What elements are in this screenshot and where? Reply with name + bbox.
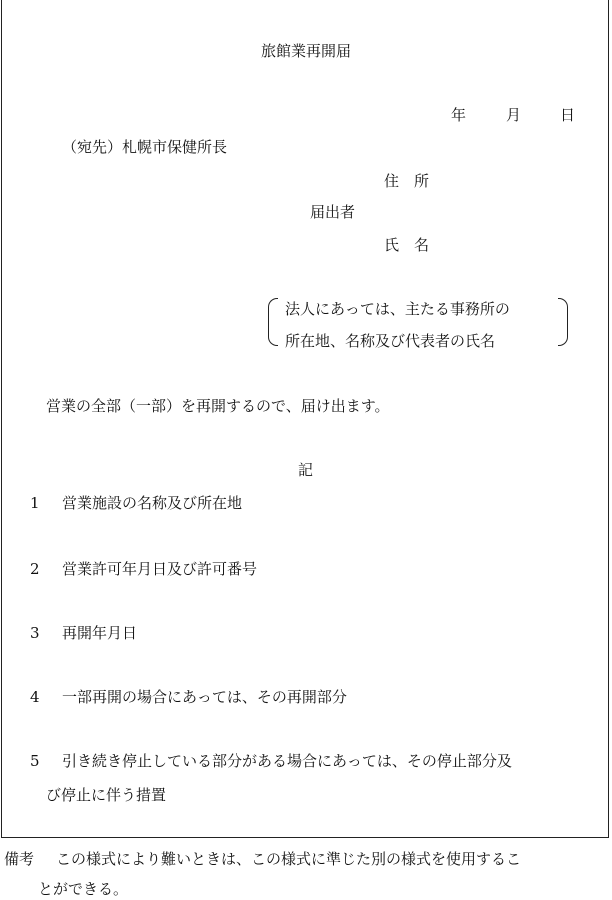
remarks-text-line2: とができる。: [38, 880, 129, 898]
bracket-right: [558, 298, 568, 346]
item-facility-name-location: 営業施設の名称及び所在地: [62, 494, 243, 512]
item-permit-date-number: 営業許可年月日及び許可番号: [62, 560, 258, 578]
ki-heading: 記: [298, 461, 314, 479]
address-label: 住 所: [384, 172, 430, 190]
form-title: 旅館業再開届: [260, 42, 351, 60]
date-year-label: 年: [451, 106, 467, 124]
item-number: 2: [30, 560, 40, 578]
item-partial-reopen: 一部再開の場合にあっては、その再開部分: [62, 688, 347, 706]
item-suspended-part: 引き続き停止している部分がある場合にあっては、その停止部分及: [62, 752, 512, 770]
remarks-text-line1: この様式により難いときは、この様式に準じた別の様式を使用するこ: [56, 850, 522, 868]
remarks-label: 備考: [4, 850, 35, 868]
recipient: （宛先）札幌市保健所長: [62, 138, 228, 156]
item-number: 1: [30, 494, 40, 512]
item-number: 5: [30, 752, 40, 770]
item-number: 3: [30, 624, 40, 642]
date-day-label: 日: [560, 106, 576, 124]
item-reopen-date: 再開年月日: [62, 624, 138, 642]
applicant-role-label: 届出者: [310, 203, 356, 221]
corporate-note-line2: 所在地、名称及び代表者の氏名: [285, 332, 496, 350]
date-month-label: 月: [506, 106, 522, 124]
name-label: 氏 名: [384, 236, 430, 254]
item-suspended-part-cont: び停止に伴う措置: [46, 786, 167, 804]
bracket-left: [268, 298, 278, 346]
corporate-note-line1: 法人にあっては、主たる事務所の: [285, 300, 510, 318]
statement: 営業の全部（一部）を再開するので、届け出ます。: [46, 397, 390, 415]
item-number: 4: [30, 688, 40, 706]
form-frame: [1, 0, 609, 838]
